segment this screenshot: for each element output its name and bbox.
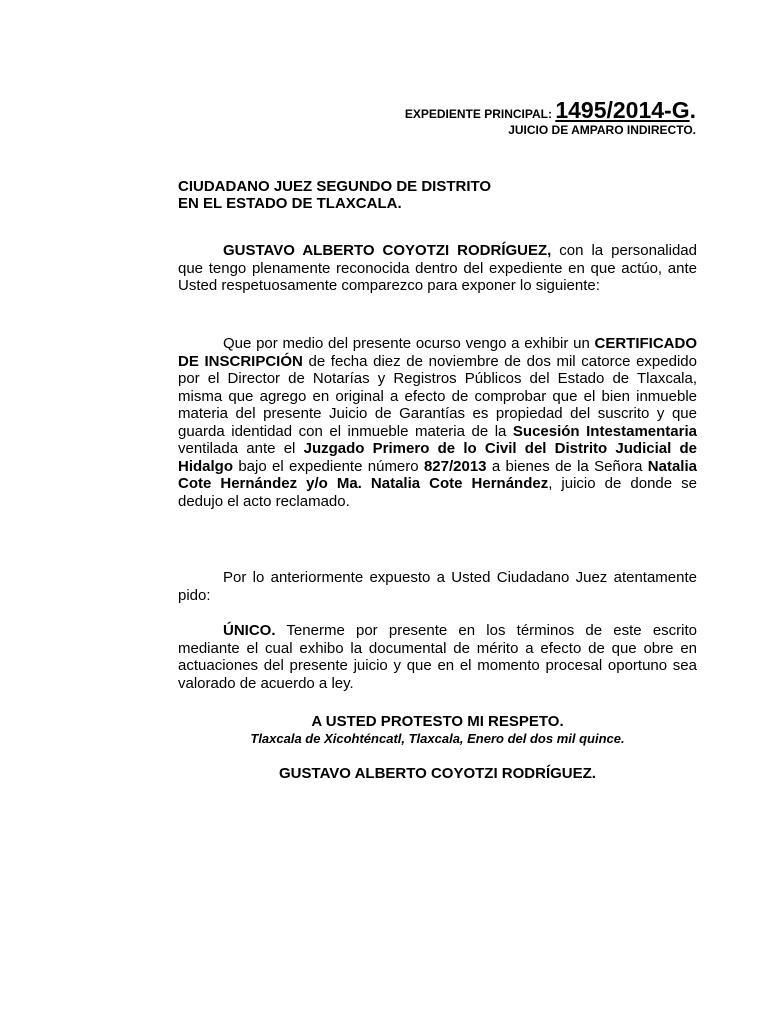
intro-text: con la personalidad que tengo plenamente reconocida dentro del expediente en que actúo, ante Usted respetuosamente comparezco para exponer lo siguiente: xyxy=(178,242,697,294)
paragraph-unico xyxy=(178,622,697,692)
expediente-label: EXPEDIENTE PRINCIPAL: xyxy=(404,107,552,121)
exhibit-text-2: de fecha diez de noviembre de dos mil catorce expedido por el Director de Notarías y Registros Públicos del Estado de Tlaxcala, misma que agrego en original a efecto de comprobar que el bien inmueble materia del presente Juicio de Garantías es propiedad del suscrito y que guarda identidad con el inmueble materia de la xyxy=(178,352,697,440)
paragraph-exhibit xyxy=(178,335,697,510)
exhibit-text-1: Que por medio del presente ocurso vengo a exhibir un xyxy=(223,335,595,352)
addressee-line-1: CIUDADANO JUEZ SEGUNDO DE DISTRITO xyxy=(178,178,492,195)
juicio-type: JUICIO DE AMPARO INDIRECTO. xyxy=(508,123,696,137)
exhibit-text-3: ventilada ante el xyxy=(178,440,304,457)
signature-name: GUSTAVO ALBERTO COYOTZI RODRÍGUEZ. xyxy=(279,765,596,782)
exhibit-text-4: bajo el expediente número xyxy=(233,457,424,475)
certificate-title: CERTIFICADO DE INSCRIPCIÓN xyxy=(178,335,697,370)
exhibit-text-6: , juicio de donde se dedujo el acto reclamado. xyxy=(178,475,697,510)
paragraph-request: Por lo anteriormente expuesto a Usted Ciudadano Juez atentamente pido: xyxy=(178,569,697,604)
decedent-name: Natalia Cote Hernández y/o Ma. Natalia Cote Hernández xyxy=(178,457,697,492)
paragraph-intro xyxy=(178,242,697,295)
addressee-block xyxy=(178,178,698,212)
unico-text: Tenerme por presente en los términos de este escrito mediante el cual exhibo la documental de mérito a efecto de que obre en actuaciones del presente juicio y que en el momento procesal oportuno sea valorado de acuerdo a ley. xyxy=(178,622,697,692)
addressee-line-2: EN EL ESTADO DE TLAXCALA. xyxy=(178,195,402,212)
case-number: 827/2013 xyxy=(423,457,487,475)
protesto-line: A USTED PROTESTO MI RESPETO. xyxy=(311,713,564,730)
succession-type: Sucesión Intestamentaria xyxy=(512,422,697,440)
expediente-number: 1495/2014-G xyxy=(555,97,690,123)
place-date-line: Tlaxcala de Xicohténcatl, Tlaxcala, Enero del dos mil quince. xyxy=(250,731,625,746)
expediente-dot: . xyxy=(689,97,696,123)
exhibit-text-5: a bienes de la Señora xyxy=(486,457,648,475)
court-name: Juzgado Primero de lo Civil del Distrito Judicial de Hidalgo xyxy=(178,440,697,475)
petitioner-name: GUSTAVO ALBERTO COYOTZI RODRÍGUEZ, xyxy=(223,242,552,259)
unico-label: ÚNICO. xyxy=(223,622,276,639)
